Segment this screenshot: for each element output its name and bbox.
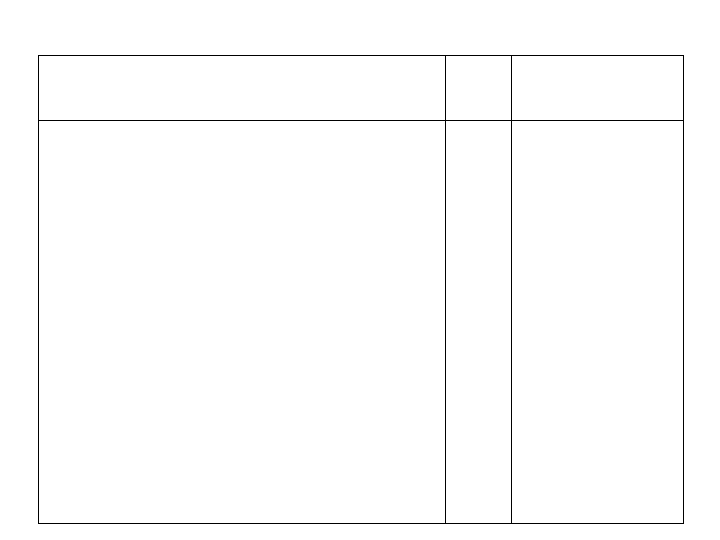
report-table [38,55,684,524]
column-divider [511,56,512,523]
column-divider [445,56,446,523]
header-divider [39,120,683,121]
